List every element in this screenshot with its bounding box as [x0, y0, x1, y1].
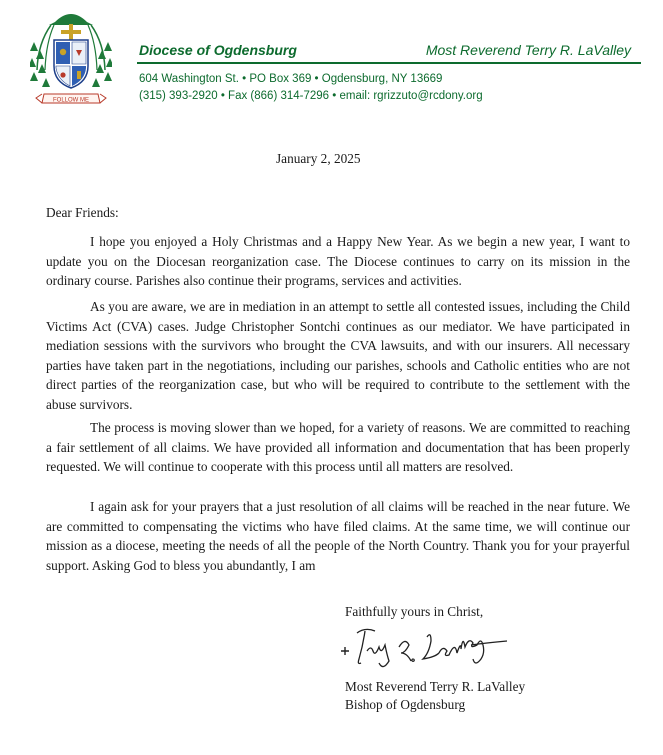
letterhead-divider — [137, 62, 641, 64]
letter-paragraph-1: I hope you enjoyed a Holy Christmas and a Happy New Year. As we begin a new year, I want to update you on the Diocesan reorganization case. The Diocese continues to carry on its mission in the ordinary course. Parishes also continue their programs, services and activities. — [46, 234, 630, 288]
letter-salutation: Dear Friends: — [46, 205, 119, 220]
crest-motto: FOLLOW ME — [52, 97, 90, 104]
letter-paragraph-2: As you are aware, we are in mediation in an attempt to settle all contested issues, including the Child Victims Act (CVA) cases. Judge Christopher Sontchi continues as our mediator. We have participated in mediation sessions with the survivors who brought the CVA lawsuits, and with our insurers. All necessary parties have taken part in the negotiations, including our parishes, schools and Catholic entities who are not direct parties of the reorganization case, but who will be required to contribute to the settlement with the abuse survivors. — [46, 299, 630, 412]
letter-date: January 2, 2025 — [276, 151, 361, 166]
letterhead-org-name: Diocese of Ogdensburg — [139, 42, 297, 58]
signer-name: Most Reverend Terry R. LaValley — [345, 679, 526, 694]
letter-closing: Faithfully yours in Christ, — [345, 604, 484, 619]
letter-paragraph-4: I again ask for your prayers that a just resolution of all claims will be reached in the near future. We are committed to compensating the victims who have filed claims. At the same time, we will continue our mission as a diocese, meeting the needs of all the people of the North Country. Thank you for your prayerful support. Asking God to bless you abundantly, I am — [46, 499, 630, 573]
letterhead-address: 604 Washington St. • PO Box 369 • Ogdensburg, NY 13669 — [139, 73, 443, 85]
diocesan-coat-of-arms-logo — [30, 8, 112, 114]
handwritten-signature — [335, 623, 525, 675]
signer-title: Bishop of Ogdensburg — [345, 697, 466, 712]
letter-paragraph-3: The process is moving slower than we hoped, for a variety of reasons. We are committed to reaching a fair settlement of all claims. We have provided all information and documentation that has been properly requested. We will continue to cooperate with this process until all matters are resolved. — [46, 420, 630, 474]
letterhead-bishop-name: Most Reverend Terry R. LaValley — [425, 42, 631, 58]
letterhead-contact: (315) 393-2920 • Fax (866) 314-7296 • email: rgrizzuto@rcdony.org — [139, 90, 483, 102]
